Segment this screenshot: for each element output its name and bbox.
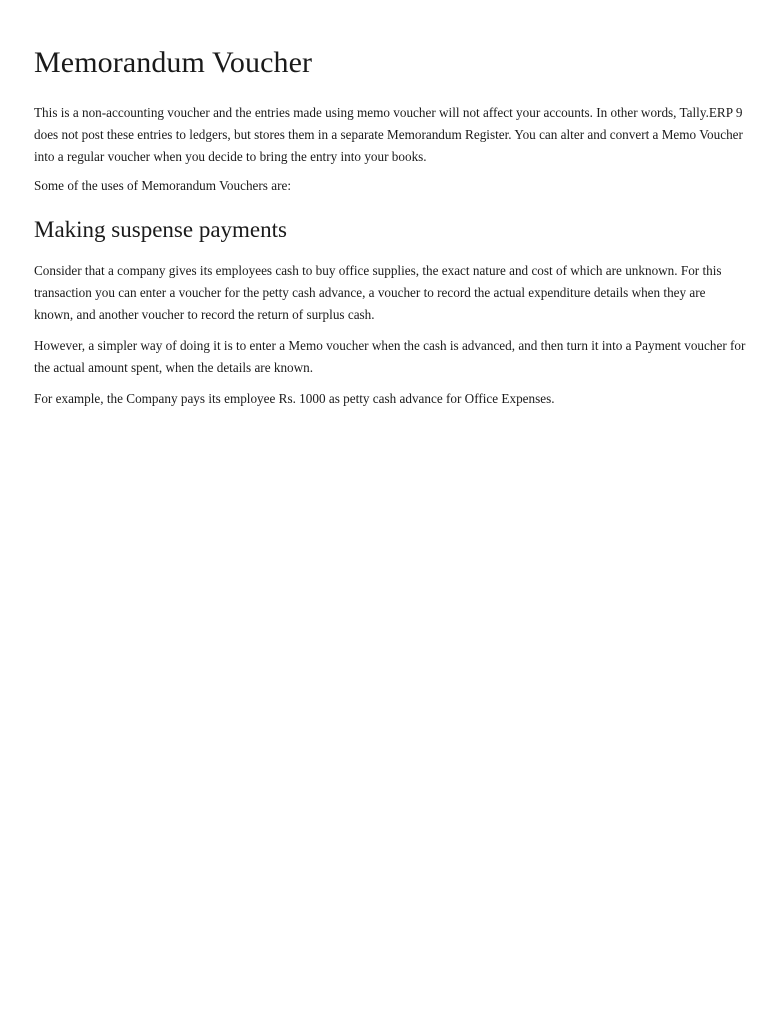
section-paragraph-consider: Consider that a company gives its employees cash to buy office supplies, the exact nature and cost of which are unknown. For this transaction you can enter a voucher for the petty cash advance, a voucher to record the actual expenditure details when they are known, and another voucher to record the return of surplus cash. [34, 263, 722, 322]
uses-paragraph: Some of the uses of Memorandum Vouchers are: [34, 178, 291, 193]
page-title: Memorandum Voucher [34, 46, 313, 79]
intro-paragraph: This is a non-accounting voucher and the entries made using memo voucher will not affect your accounts. In other words, Tally.ERP 9 does not post these entries to ledgers, but stores them in a separate Memorandum Register. You can alter and convert a Memo Voucher into a regular voucher when you decide to bring the entry into your books. [34, 105, 743, 164]
section-paragraph-example: For example, the Company pays its employee Rs. 1000 as petty cash advance for Office Expenses. [34, 391, 555, 406]
section-heading: Making suspense payments [34, 217, 287, 242]
section-paragraph-however: However, a simpler way of doing it is to enter a Memo voucher when the cash is advanced, and then turn it into a Payment voucher for the actual amount spent, when the details are known. [34, 338, 746, 375]
